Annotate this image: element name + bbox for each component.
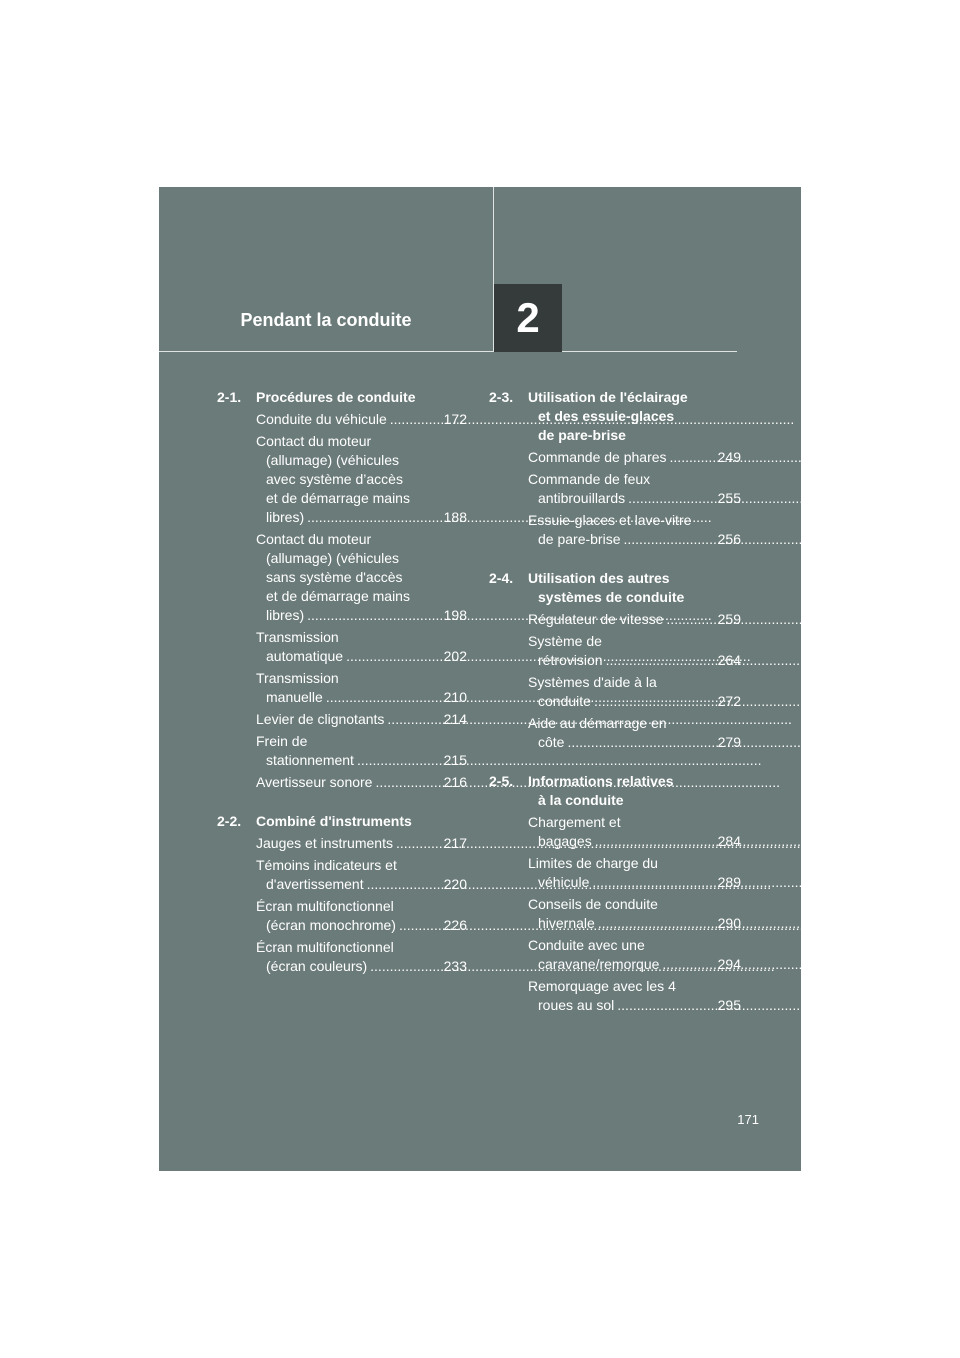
entry-page-number: 289: [717, 874, 741, 890]
header-horizontal-rule: [159, 351, 737, 352]
entry-text-line: Remorquage avec les 4: [528, 978, 676, 994]
section-title: [256, 812, 467, 831]
entry-last-line: [528, 955, 709, 974]
entry-text-line: d'avertissement: [266, 876, 364, 892]
entry-last-line: [256, 410, 435, 429]
entry-last-line: [528, 448, 709, 467]
entry-text-line: (écran couleurs): [266, 958, 368, 974]
entry-page-number: 215: [443, 752, 467, 768]
entry-text-line: roues au sol: [538, 997, 615, 1013]
toc-entry-link[interactable]: [528, 977, 741, 1015]
entry-page-number: 279: [717, 734, 741, 750]
section-number: 2-1.: [217, 389, 242, 405]
entry-last-line: [256, 875, 435, 894]
page-number: 171: [737, 1112, 759, 1127]
entry-text-line: hivernale: [538, 915, 595, 931]
entry-text-line: Régulateur de vitesse: [528, 611, 664, 627]
entry-text-line: Transmission: [256, 670, 339, 686]
toc-entry-link[interactable]: [528, 632, 741, 670]
entry-text: [528, 936, 709, 974]
entry-text-line: manuelle: [266, 689, 323, 705]
toc-section: [217, 812, 467, 976]
entry-last-line: [256, 606, 435, 625]
entry-text-line: Avertisseur sonore: [256, 774, 373, 790]
entry-page-number: 249: [717, 449, 741, 465]
entry-last-line: [528, 832, 709, 851]
entry-page-number: 295: [717, 997, 741, 1013]
section-number: 2-3.: [489, 389, 514, 405]
section-number: 2-4.: [489, 570, 514, 586]
dot-leader: [663, 611, 960, 627]
entry-text-line: Essuie-glaces et lave-vitre: [528, 512, 692, 528]
entry-text-line: antibrouillards: [538, 490, 626, 506]
toc-entry-link[interactable]: [256, 856, 467, 894]
section-entries: [217, 834, 467, 976]
toc-section: [489, 772, 741, 1015]
section-title: [256, 388, 467, 407]
entry-text: [256, 856, 435, 894]
section-title-line: Procédures de conduite: [256, 389, 416, 405]
entry-page-number: 255: [717, 490, 741, 506]
entry-text-line: (allumage) (véhicules: [266, 550, 400, 566]
entry-last-line: [256, 751, 435, 770]
toc-entry-link[interactable]: [256, 938, 467, 976]
entry-last-line: [528, 610, 709, 629]
chapter-title: Pendant la conduite: [240, 310, 412, 330]
entry-last-line: [528, 733, 709, 752]
entry-text-line: libres): [266, 509, 305, 525]
entry-text-line: Système de: [528, 633, 602, 649]
section-title-line: Combiné d'instruments: [256, 813, 412, 829]
entry-last-line: [528, 996, 709, 1015]
entry-text: [528, 813, 709, 851]
entry-text-line: Jauges et instruments: [256, 835, 393, 851]
entry-text: [528, 673, 709, 711]
entry-text-line: et de démarrage mains: [266, 588, 410, 604]
toc-entry-link[interactable]: [256, 773, 467, 792]
section-title-line: Utilisation des autres: [528, 570, 670, 586]
section-title: [528, 388, 741, 445]
toc-entry-link[interactable]: [256, 432, 467, 527]
toc-section: [217, 388, 467, 792]
entry-text-line: stationnement: [266, 752, 354, 768]
entry-text-line: Conduite avec une: [528, 937, 645, 953]
entry-last-line: [256, 710, 435, 729]
dot-leader: [591, 693, 960, 709]
entry-text-line: Contact du moteur: [256, 433, 372, 449]
dot-leader: [564, 734, 960, 750]
entry-page-number: 220: [443, 876, 467, 892]
entry-text-line: conduite: [538, 693, 591, 709]
entry-text-line: Commande de phares: [528, 449, 667, 465]
entry-text-line: Conseils de conduite: [528, 896, 658, 912]
entry-last-line: [256, 916, 435, 935]
entry-last-line: [256, 834, 435, 853]
entry-text: [528, 977, 709, 1015]
entry-text: [256, 432, 435, 527]
section-title: [528, 569, 741, 607]
entry-text-line: avec système d’accès: [266, 471, 403, 487]
entry-text-line: Systèmes d'aide à la: [528, 674, 657, 690]
section-title-line: Informations relatives: [528, 773, 674, 789]
entry-text-line: Commande de feux: [528, 471, 651, 487]
entry-text-line: caravane/remorque: [538, 956, 660, 972]
entry-text-line: Témoins indicateurs et: [256, 857, 397, 873]
section-title-line: Utilisation de l'éclairage: [528, 389, 688, 405]
toc-section: [489, 569, 741, 752]
entry-text-line: Contact du moteur: [256, 531, 372, 547]
entry-page-number: 202: [443, 648, 467, 664]
toc-entry-link[interactable]: [256, 710, 467, 729]
entry-text-line: (allumage) (véhicules: [266, 452, 400, 468]
entry-page-number: 172: [443, 411, 467, 427]
entry-page-number: 214: [443, 711, 467, 727]
entry-page-number: 284: [717, 833, 741, 849]
entry-text: [528, 470, 709, 508]
entry-text: [256, 834, 435, 853]
entry-text-line: côte: [538, 734, 565, 750]
entry-text-line: (écran monochrome): [266, 917, 396, 933]
entry-text-line: Aide au démarrage en: [528, 715, 667, 731]
entry-text-line: sans système d'accès: [266, 569, 403, 585]
entry-last-line: [528, 651, 709, 670]
entry-text: [528, 511, 709, 549]
section-heading: [217, 812, 467, 831]
section-entries: [217, 410, 467, 792]
entry-last-line: [528, 873, 709, 892]
entry-page-number: 259: [717, 611, 741, 627]
entry-text: [256, 669, 435, 707]
dot-leader: [621, 531, 960, 547]
toc-column-left: [217, 388, 467, 996]
toc-entry-link[interactable]: [528, 714, 741, 752]
entry-text: [528, 854, 709, 892]
toc-entry-link[interactable]: [256, 732, 467, 770]
toc-entry-link[interactable]: [256, 628, 467, 666]
entry-last-line: [256, 508, 435, 527]
entry-text: [256, 530, 435, 625]
toc-entry-link[interactable]: [528, 511, 741, 549]
entry-text-line: Chargement et: [528, 814, 621, 830]
entry-last-line: [528, 914, 709, 933]
entry-text-line: Limites de charge du: [528, 855, 658, 871]
entry-text: [528, 610, 709, 629]
entry-text-line: Frein de: [256, 733, 308, 749]
toc-entry-link[interactable]: [528, 448, 741, 467]
entry-page-number: 272: [717, 693, 741, 709]
entry-text: [256, 710, 435, 729]
entry-text-line: Écran multifonctionnel: [256, 939, 394, 955]
toc-entry-link[interactable]: [528, 610, 741, 629]
entry-last-line: [256, 773, 435, 792]
entry-page-number: 264: [717, 652, 741, 668]
entry-text-line: et de démarrage mains: [266, 490, 410, 506]
entry-page-number: 188: [443, 509, 467, 525]
section-entries: [489, 610, 741, 752]
entry-text: [256, 773, 435, 792]
chapter-number-badge: 2: [494, 284, 562, 352]
entry-page-number: 294: [717, 956, 741, 972]
toc-entry-link[interactable]: [256, 834, 467, 853]
section-entries: [489, 813, 741, 1015]
entry-last-line: [256, 688, 435, 707]
entry-page-number: 226: [443, 917, 467, 933]
section-heading: [217, 388, 467, 407]
entry-page-number: 256: [717, 531, 741, 547]
entry-text-line: Écran multifonctionnel: [256, 898, 394, 914]
dot-leader: [659, 956, 960, 972]
entry-last-line: [528, 530, 709, 549]
entry-text: [256, 938, 435, 976]
section-entries: [489, 448, 741, 549]
entry-last-line: [528, 692, 709, 711]
toc-entry-link[interactable]: [528, 936, 741, 974]
entry-text-line: Transmission: [256, 629, 339, 645]
toc-entry-link[interactable]: [528, 854, 741, 892]
entry-page-number: 233: [443, 958, 467, 974]
section-number: 2-2.: [217, 813, 242, 829]
dot-leader: [589, 874, 960, 890]
toc-section: [489, 388, 741, 549]
dot-leader: [614, 997, 960, 1013]
entry-last-line: [256, 957, 435, 976]
section-heading: [489, 772, 741, 810]
entry-text: [256, 628, 435, 666]
entry-text: [256, 410, 435, 429]
entry-page-number: 217: [443, 835, 467, 851]
entry-text: [528, 895, 709, 933]
section-heading: [489, 388, 741, 445]
entry-last-line: [528, 489, 709, 508]
entry-text-line: libres): [266, 607, 305, 623]
dot-leader: [592, 833, 960, 849]
section-heading: [489, 569, 741, 607]
toc-entry-link[interactable]: [528, 470, 741, 508]
entry-text-line: bagages: [538, 833, 592, 849]
chapter-panel: [159, 187, 801, 1171]
section-title: [528, 772, 741, 810]
toc-entry-link[interactable]: [256, 669, 467, 707]
entry-text: [528, 714, 709, 752]
entry-text-line: Conduite du véhicule: [256, 411, 387, 427]
section-title-line: de pare-brise: [538, 427, 626, 443]
toc-column-right: [489, 388, 741, 1035]
entry-text-line: rétrovision: [538, 652, 603, 668]
entry-page-number: 210: [443, 689, 467, 705]
entry-text: [528, 448, 709, 467]
dot-leader: [595, 915, 960, 931]
dot-leader: [603, 652, 960, 668]
entry-text-line: véhicule: [538, 874, 590, 890]
entry-text-line: automatique: [266, 648, 344, 664]
entry-page-number: 290: [717, 915, 741, 931]
toc-entry-link[interactable]: [256, 530, 467, 625]
section-number: 2-5.: [489, 773, 514, 789]
entry-text: [528, 632, 709, 670]
section-title-line: à la conduite: [538, 792, 624, 808]
entry-last-line: [256, 647, 435, 666]
entry-page-number: 216: [443, 774, 467, 790]
toc-entry-link[interactable]: [528, 673, 741, 711]
toc-entry-link[interactable]: [256, 410, 467, 429]
entry-page-number: 198: [443, 607, 467, 623]
section-title-line: systèmes de conduite: [538, 589, 685, 605]
dot-leader: [625, 490, 960, 506]
entry-text: [256, 732, 435, 770]
toc-entry-link[interactable]: [256, 897, 467, 935]
entry-text-line: Levier de clignotants: [256, 711, 385, 727]
entry-text-line: de pare-brise: [538, 531, 621, 547]
toc-entry-link[interactable]: [528, 895, 741, 933]
toc-entry-link[interactable]: [528, 813, 741, 851]
section-title-line: et des essuie-glaces: [538, 408, 675, 424]
entry-text: [256, 897, 435, 935]
